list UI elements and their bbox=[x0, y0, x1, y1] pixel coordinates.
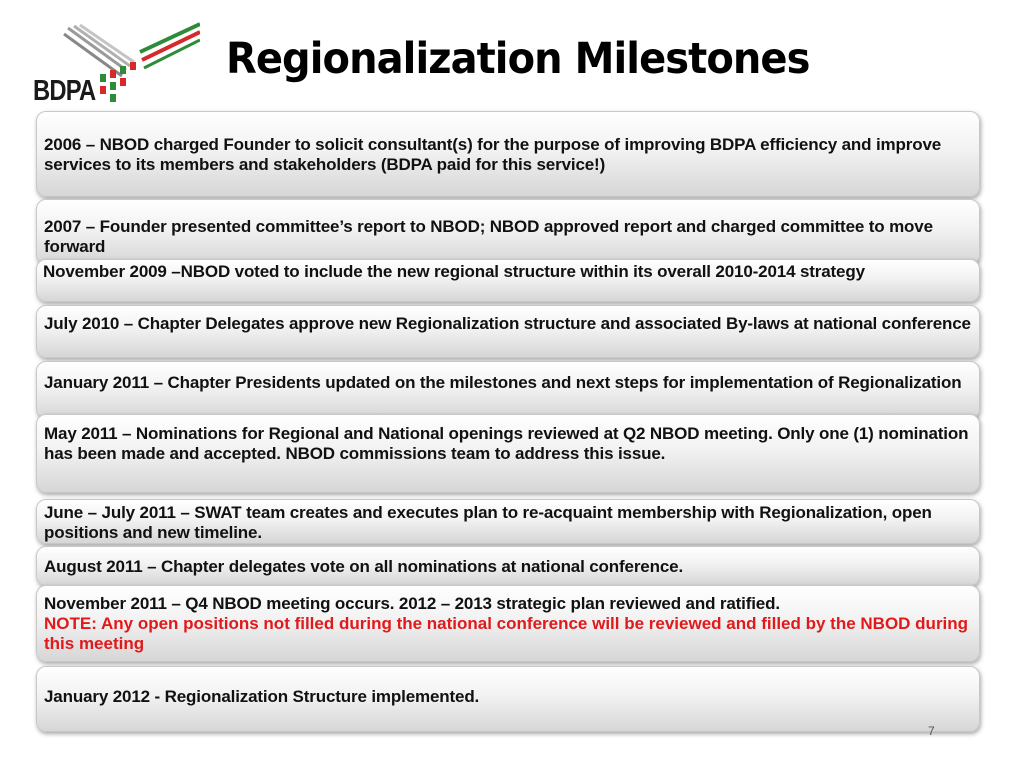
milestone-note: NOTE: Any open positions not filled during the national conference will be reviewed and filled by the NBOD during this meeting bbox=[44, 614, 969, 653]
milestone-box bbox=[36, 414, 980, 493]
milestone-box bbox=[36, 111, 980, 197]
milestone-date: November 2009 bbox=[43, 262, 167, 281]
milestone-box bbox=[36, 199, 980, 265]
page-title: Regionalization Milestones bbox=[226, 34, 810, 84]
milestone-box bbox=[36, 305, 980, 358]
milestone-box bbox=[36, 546, 980, 586]
milestone-date: 2007 bbox=[44, 217, 82, 236]
milestone-date: August 2011 bbox=[44, 557, 143, 576]
milestone-date: May 2011 bbox=[44, 424, 118, 443]
milestone-box bbox=[36, 361, 980, 419]
milestone-text: – Chapter delegates vote on all nominations at national conference. bbox=[142, 557, 684, 576]
milestone-text: –NBOD voted to include the new regional structure within its overall 2010-2014 strategy bbox=[166, 262, 865, 281]
milestone-text: Regionalization Structure implemented. bbox=[164, 687, 480, 706]
milestone-text: – Chapter Delegates approve new Regionalization structure and associated By-laws at national conference bbox=[119, 314, 971, 333]
milestone-text: – Q4 NBOD meeting occurs. 2012 – 2013 strategic plan reviewed and ratified. bbox=[166, 594, 780, 613]
milestone-text: – Chapter Presidents updated on the milestones and next steps for implementation of Regionalization bbox=[149, 373, 962, 392]
milestone-box bbox=[36, 666, 980, 732]
milestone-date: January 2011 bbox=[44, 373, 150, 392]
milestone-box bbox=[36, 259, 980, 302]
milestone-date: 2006 bbox=[44, 135, 82, 154]
milestone-box bbox=[36, 499, 980, 544]
milestone-text: – NBOD charged Founder to solicit consultant(s) for the purpose of improving BDPA efficiency and improve services to its members and stakeholders (BDPA paid for this service!) bbox=[44, 135, 942, 174]
milestone-text: – SWAT team creates and executes plan to re-acquaint membership with Regionalization, open positions and new timeline. bbox=[44, 503, 932, 542]
milestone-date: January 2012 - bbox=[44, 687, 165, 706]
logo-text: BDPA bbox=[33, 75, 96, 107]
bdpa-logo bbox=[30, 22, 200, 112]
milestone-date: July 2010 bbox=[44, 314, 120, 333]
milestone-text: – Founder presented committee’s report to NBOD; NBOD approved report and charged committee to move forward bbox=[44, 217, 933, 256]
milestone-box bbox=[36, 585, 980, 662]
milestone-date: June – July 2011 bbox=[44, 503, 176, 522]
page-number: 7 bbox=[928, 724, 935, 738]
milestone-date: November 2011 bbox=[44, 594, 167, 613]
milestone-text: – Nominations for Regional and National openings reviewed at Q2 NBOD meeting. Only one (1) nomination has been made and accepted. NBOD commissions team to address this issue. bbox=[44, 424, 969, 463]
